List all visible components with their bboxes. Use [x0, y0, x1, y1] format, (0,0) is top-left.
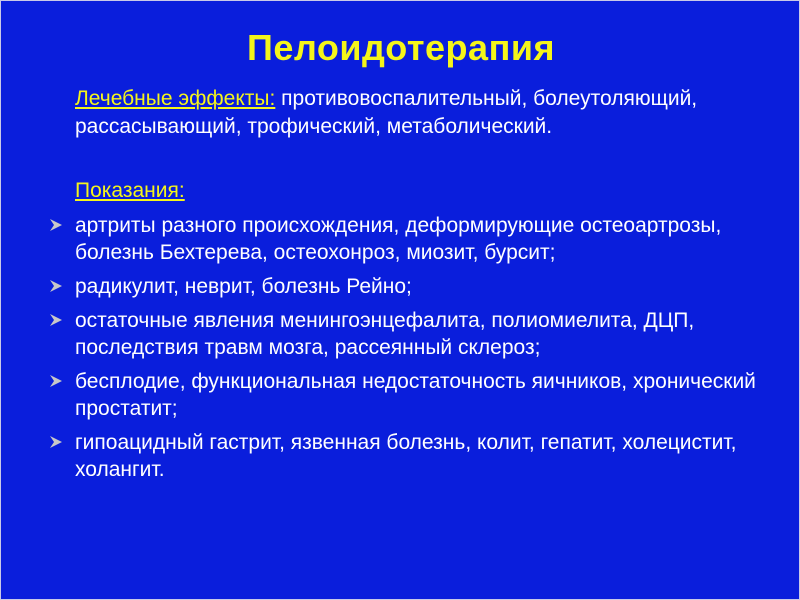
arrow-bullet-icon	[49, 279, 63, 293]
indications-label: Показания:	[75, 179, 185, 202]
arrow-bullet-icon	[49, 435, 63, 449]
indications-heading	[75, 177, 775, 205]
list-item	[49, 212, 779, 266]
list-item	[49, 429, 779, 483]
list-item-text: артриты разного происхождения, деформирующие остеоартрозы, болезнь Бехтерева, остеохонроз, миозит, бурсит;	[75, 214, 722, 264]
arrow-bullet-icon	[49, 313, 63, 327]
therapeutic-effects	[75, 85, 775, 141]
list-item-text: гипоацидный гастрит, язвенная болезнь, колит, гепатит, холецистит, холангит.	[75, 431, 737, 481]
list-item	[49, 273, 779, 300]
list-item-text: радикулит, неврит, болезнь Рейно;	[75, 275, 412, 298]
slide-title: Пелоидотерапия	[247, 27, 555, 68]
list-item-text: остаточные явления менингоэнцефалита, полиомиелита, ДЦП, последствия травм мозга, рассеянный склероз;	[75, 309, 695, 359]
list-item	[49, 307, 779, 361]
arrow-bullet-icon	[49, 374, 63, 388]
effects-text: противовоспалительный, болеутоляющий, рассасывающий, трофический, метаболический.	[75, 87, 698, 138]
arrow-bullet-icon	[49, 218, 63, 232]
list-item	[49, 368, 779, 422]
list-item-text: бесплодие, функциональная недостаточность яичников, хронический простатит;	[75, 370, 756, 420]
indications-list	[49, 212, 779, 490]
effects-label: Лечебные эффекты:	[75, 87, 276, 110]
